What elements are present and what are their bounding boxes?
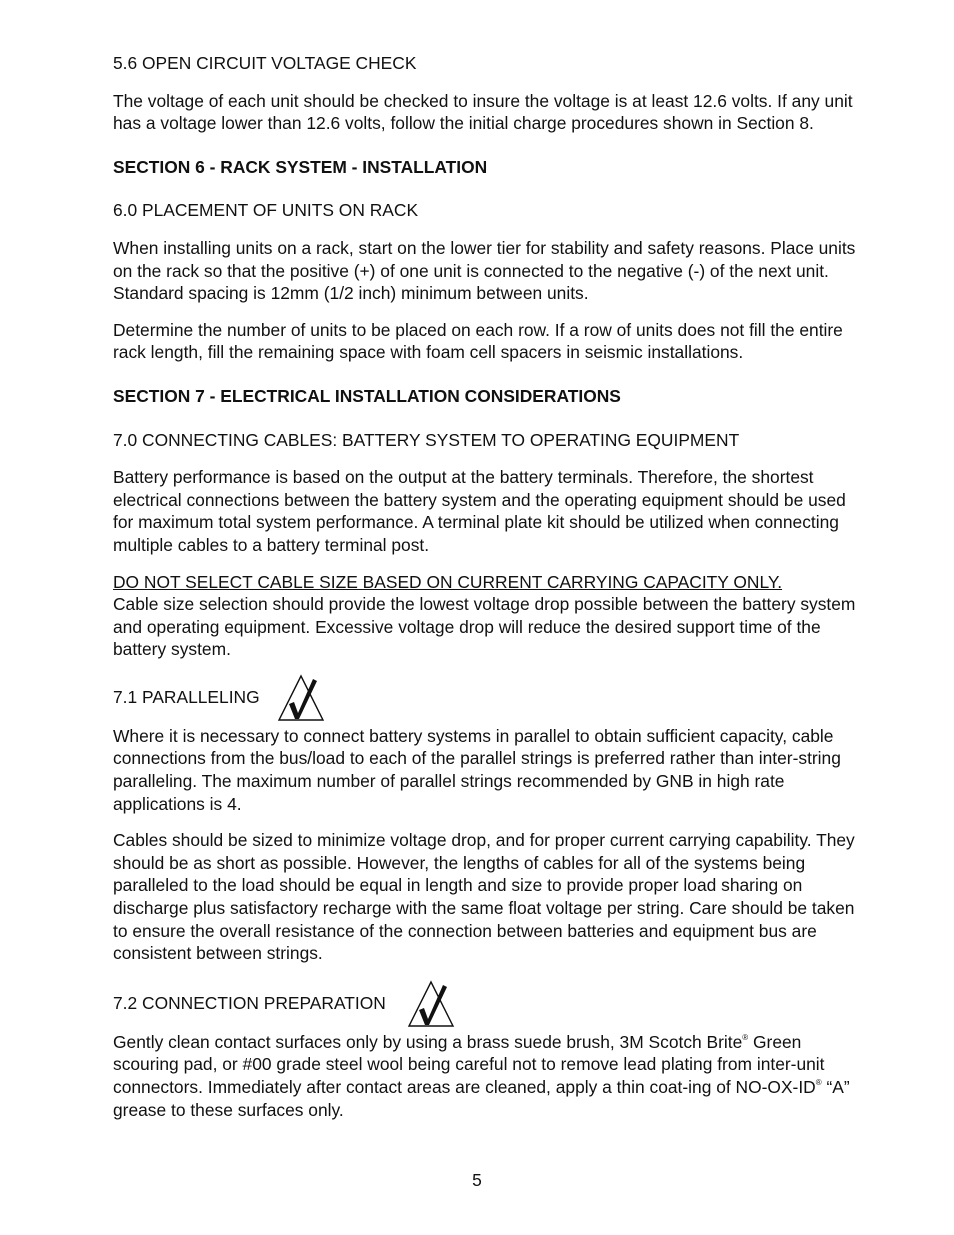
- section-5-6-heading: 5.6 OPEN CIRCUIT VOLTAGE CHECK: [113, 53, 417, 73]
- cable-size-warning: DO NOT SELECT CABLE SIZE BASED ON CURRENT CARRYING CAPACITY ONLY.: [113, 571, 783, 592]
- caution-check-icon: [406, 979, 458, 1029]
- section-5-6-paragraph: The voltage of each unit should be checked to insure the voltage is at least 12.6 volts. If any unit has a voltage lower than 12.6 volts, follow the initial charge procedures shown in Section 8.: [113, 90, 853, 134]
- section-6-0-heading: 6.0 PLACEMENT OF UNITS ON RACK: [113, 200, 419, 221]
- section-6-0-paragraph-2: Determine the number of units to be placed on each row. If a row of units does not fill the entire rack length, fill the remaining space with foam cell spacers in seismic installations.: [113, 319, 843, 363]
- section-7-2-text-c: “A” grease to these surfaces only.: [113, 1077, 850, 1120]
- registered-mark: ®: [742, 1032, 749, 1042]
- section-7-1-paragraph-1: Where it is necessary to connect battery systems in parallel to obtain sufficient capacity, cable connections from the bus/load to each of the parallel strings is preferred rather than inter-string paralleling. The maximum number of parallel strings recommended by GNB in high rate applications is 4.: [113, 725, 841, 814]
- section-7-0-paragraph-1: Battery performance is based on the output at the battery terminals. Therefore, the shortest electrical connections between the battery system and the operating equipment should be used for maximum total system performance. A terminal plate kit should be utilized when connecting multiple cables to a battery terminal post.: [113, 467, 846, 555]
- section-7-0-heading: 7.0 CONNECTING CABLES: BATTERY SYSTEM TO OPERATING EQUIPMENT: [113, 429, 740, 450]
- section-7-1-paragraph-2: Cables should be sized to minimize voltage drop, and for proper current carrying capability. They should be as short as possible. However, the lengths of cables for all of the systems being paralleled to the load should be equal in length and size to provide proper load sharing on discharge plus satisfactory recharge with the same float voltage per string. Care should be taken to ensure the overall resistance of the connection between batteries and equipment bus are consistent between strings.: [113, 830, 855, 964]
- section-7-title: SECTION 7 - ELECTRICAL INSTALLATION CONSIDERATIONS: [113, 385, 621, 406]
- section-7-2-text-b: Green scouring pad, or #00 grade steel wool being careful not to remove lead plating from inter-unit connectors. Immediately after contact areas are cleaned, apply a thin coat-ing of NO-OX-ID: [113, 1031, 825, 1097]
- section-7-0-paragraph-2: Cable size selection should provide the lowest voltage drop possible between the battery system and operating equipment. Excessive voltage drop will reduce the desired support time of the battery system.: [113, 594, 856, 660]
- document-page: [113, 52, 858, 1135]
- section-7-2-paragraph: [113, 1031, 858, 1121]
- section-7-2-heading: 7.2 CONNECTION PREPARATION: [113, 993, 386, 1014]
- section-6-title: SECTION 6 - RACK SYSTEM - INSTALLATION: [113, 156, 488, 177]
- page-number: 5: [472, 1170, 482, 1190]
- section-7-0-warning-block: [113, 571, 858, 661]
- section-7-2-text-a: Gently clean contact surfaces only by using a brass suede brush, 3M Scotch Brite: [113, 1031, 743, 1052]
- caution-check-icon: [276, 673, 328, 723]
- section-7-1-heading-row: [113, 673, 858, 723]
- section-7-2-heading-row: [113, 979, 858, 1029]
- registered-mark: ®: [815, 1078, 822, 1087]
- section-7-1-heading: 7.1 PARALLELING: [113, 687, 260, 708]
- section-6-0-paragraph-1: When installing units on a rack, start on the lower tier for stability and safety reasons. Place units on the rack so that the positive (+) of one unit is connected to the negative (-) of the next unit. Standard spacing is 12mm (1/2 inch) minimum between units.: [113, 237, 856, 304]
